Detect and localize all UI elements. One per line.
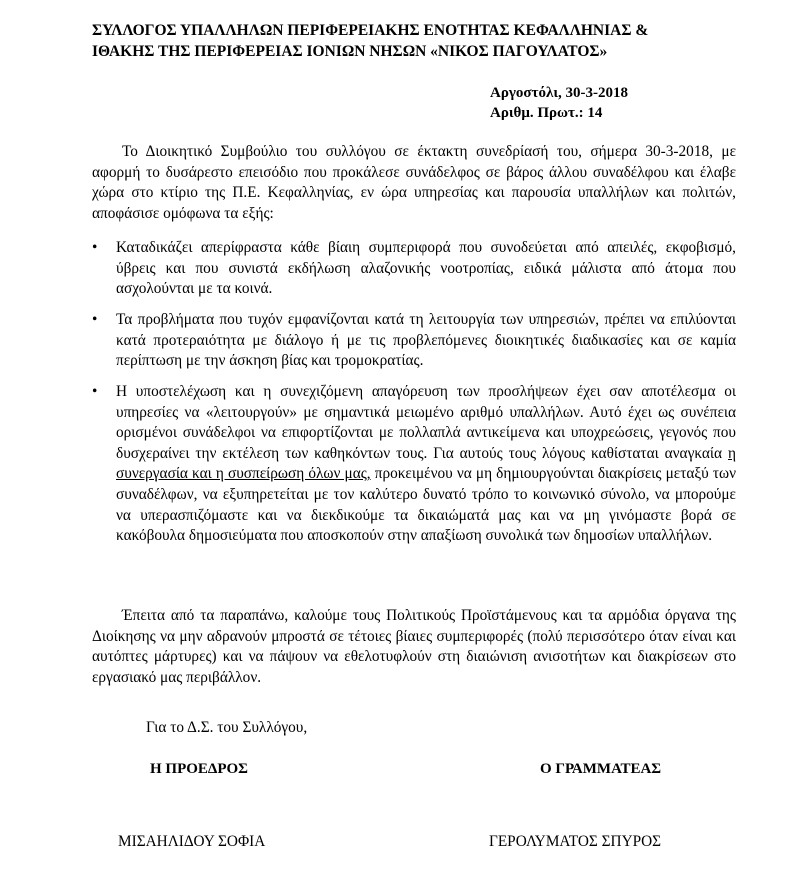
decisions-list: [92, 238, 736, 557]
list-item-text-end: προκειμένου να μη δημιουργούνται διακρίσεις μεταξύ των συναδέλφων, να εξυπηρετείται με τον καλύτερο δυνατό τρόπο το κοινωνικό σύνολο, να μπορούμε να υπερασπιζόμαστε και να διεκδικούμε τα δικαιώματά μας και να μη γινόμαστε βορά σε κακόβουλα δημοσιεύματα που αποσκοπούν στην απαξίωση συνολικά των δημοσίων υπαλλήλων.: [116, 465, 736, 545]
bullet-icon: •: [92, 383, 98, 400]
bullet-icon: •: [92, 311, 98, 328]
list-item-text: Τα προβλήματα που τυχόν εμφανίζονται κατά τη λειτουργία των υπηρεσιών, πρέπει να επιλύονται κατά προτεραιότητα με διάλογο ή με τις προβλεπόμενες διοικητικές διαδικασίες και σε καμία περίπτωση με την άσκηση βίας και τρομοκρατίας.: [116, 311, 736, 370]
place-date: Αργοστόλι, 30-3-2018: [490, 85, 628, 101]
list-item-text-start: Η υποστελέχωση και η συνεχιζόμενη απαγόρευση των προσλήψεων έχει σαν αποτέλεσμα οι υπηρεσίες να «λειτουργούν» με σημαντικά μειωμένο αριθμό υπαλλήλων. Αυτό έχει ως συνέπεια ορισμένοι συνάδελφοι να επιφορτίζονται με πολλαπλά αντικείμενα και υποχρεώσεις, γεγονός που δυσχεραίνει την εκτέλεση των καθηκόντων τους. Για αυτούς τους λόγους καθίσταται αναγκαία: [116, 383, 736, 462]
header-line-1: ΣΥΛΛΟΓΟΣ ΥΠΑΛΛΗΛΩΝ ΠΕΡΙΦΕΡΕΙΑΚΗΣ ΕΝΟΤΗΤΑΣ ΚΕΦΑΛΛΗΝΙΑΣ &: [92, 22, 649, 39]
header-line-2: ΙΘΑΚΗΣ ΤΗΣ ΠΕΡΙΦΕΡΕΙΑΣ ΙΟΝΙΩΝ ΝΗΣΩΝ «ΝΙΚΟΣ ΠΑΓΟΥΛΑΤΟΣ»: [92, 43, 608, 60]
bullet-icon: •: [92, 239, 98, 256]
president-name: ΜΙΣΑΗΛΙΔΟΥ ΣΟΦΙΑ: [118, 833, 266, 850]
closing-paragraph: Έπειτα από τα παραπάνω, καλούμε τους Πολιτικούς Προϊστάμενους και τα αρμόδια όργανα της Διοίκησης να μην αδρανούν μπροστά σε τέτοιες βίαιες συμπεριφορές (πολύ περισσότερο όταν είναι και αυτόπτες μάρτυρες) και να πάψουν να εθελοτυφλούν στη διαιώνιση ανισοτήτων και διακρίσεων στο εργασιακό μας περιβάλλον.: [92, 607, 736, 686]
signature-intro: Για το Δ.Σ. του Συλλόγου,: [146, 719, 308, 736]
president-title: Η ΠΡΟΕΔΡΟΣ: [150, 761, 248, 777]
protocol-number: Αριθμ. Πρωτ.: 14: [490, 105, 603, 121]
association-header: [92, 20, 732, 62]
document-meta: [490, 83, 628, 123]
secretary-title: Ο ΓΡΑΜΜΑΤΕΑΣ: [540, 761, 662, 777]
intro-paragraph: Το Διοικητικό Συμβούλιο του συλλόγου σε έκτακτη συνεδρίασή του, σήμερα 30-3-2018, με αφορμή το δυσάρεστο επεισόδιο που προκάλεσε συνάδελφος σε βάρος άλλου συναδέλφου και έλαβε χώρα στο κτίριο της Π.Ε. Κεφαλληνίας, εν ώρα υπηρεσίας και παρουσία υπαλλήλων και πολιτών, αποφάσισε ομόφωνα τα εξής:: [92, 143, 736, 222]
list-item: [92, 310, 736, 372]
list-item: [92, 238, 736, 300]
list-item-text: Καταδικάζει απερίφραστα κάθε βίαιη συμπεριφορά που συνοδεύεται από απειλές, εκφοβισμό, ύβρεις και που συνιστά εκδήλωση αλαζονικής νοοτροπίας, ειδικά μάλιστα από άτομα που ασχολούνται με τα κοινά.: [116, 239, 736, 298]
secretary-name: ΓΕΡΟΛΥΜΑΤΟΣ ΣΠΥΡΟΣ: [489, 833, 662, 850]
list-item: [92, 382, 736, 547]
underlined-phrase: η συνεργασία και η συσπείρωση όλων μας,: [116, 444, 736, 483]
